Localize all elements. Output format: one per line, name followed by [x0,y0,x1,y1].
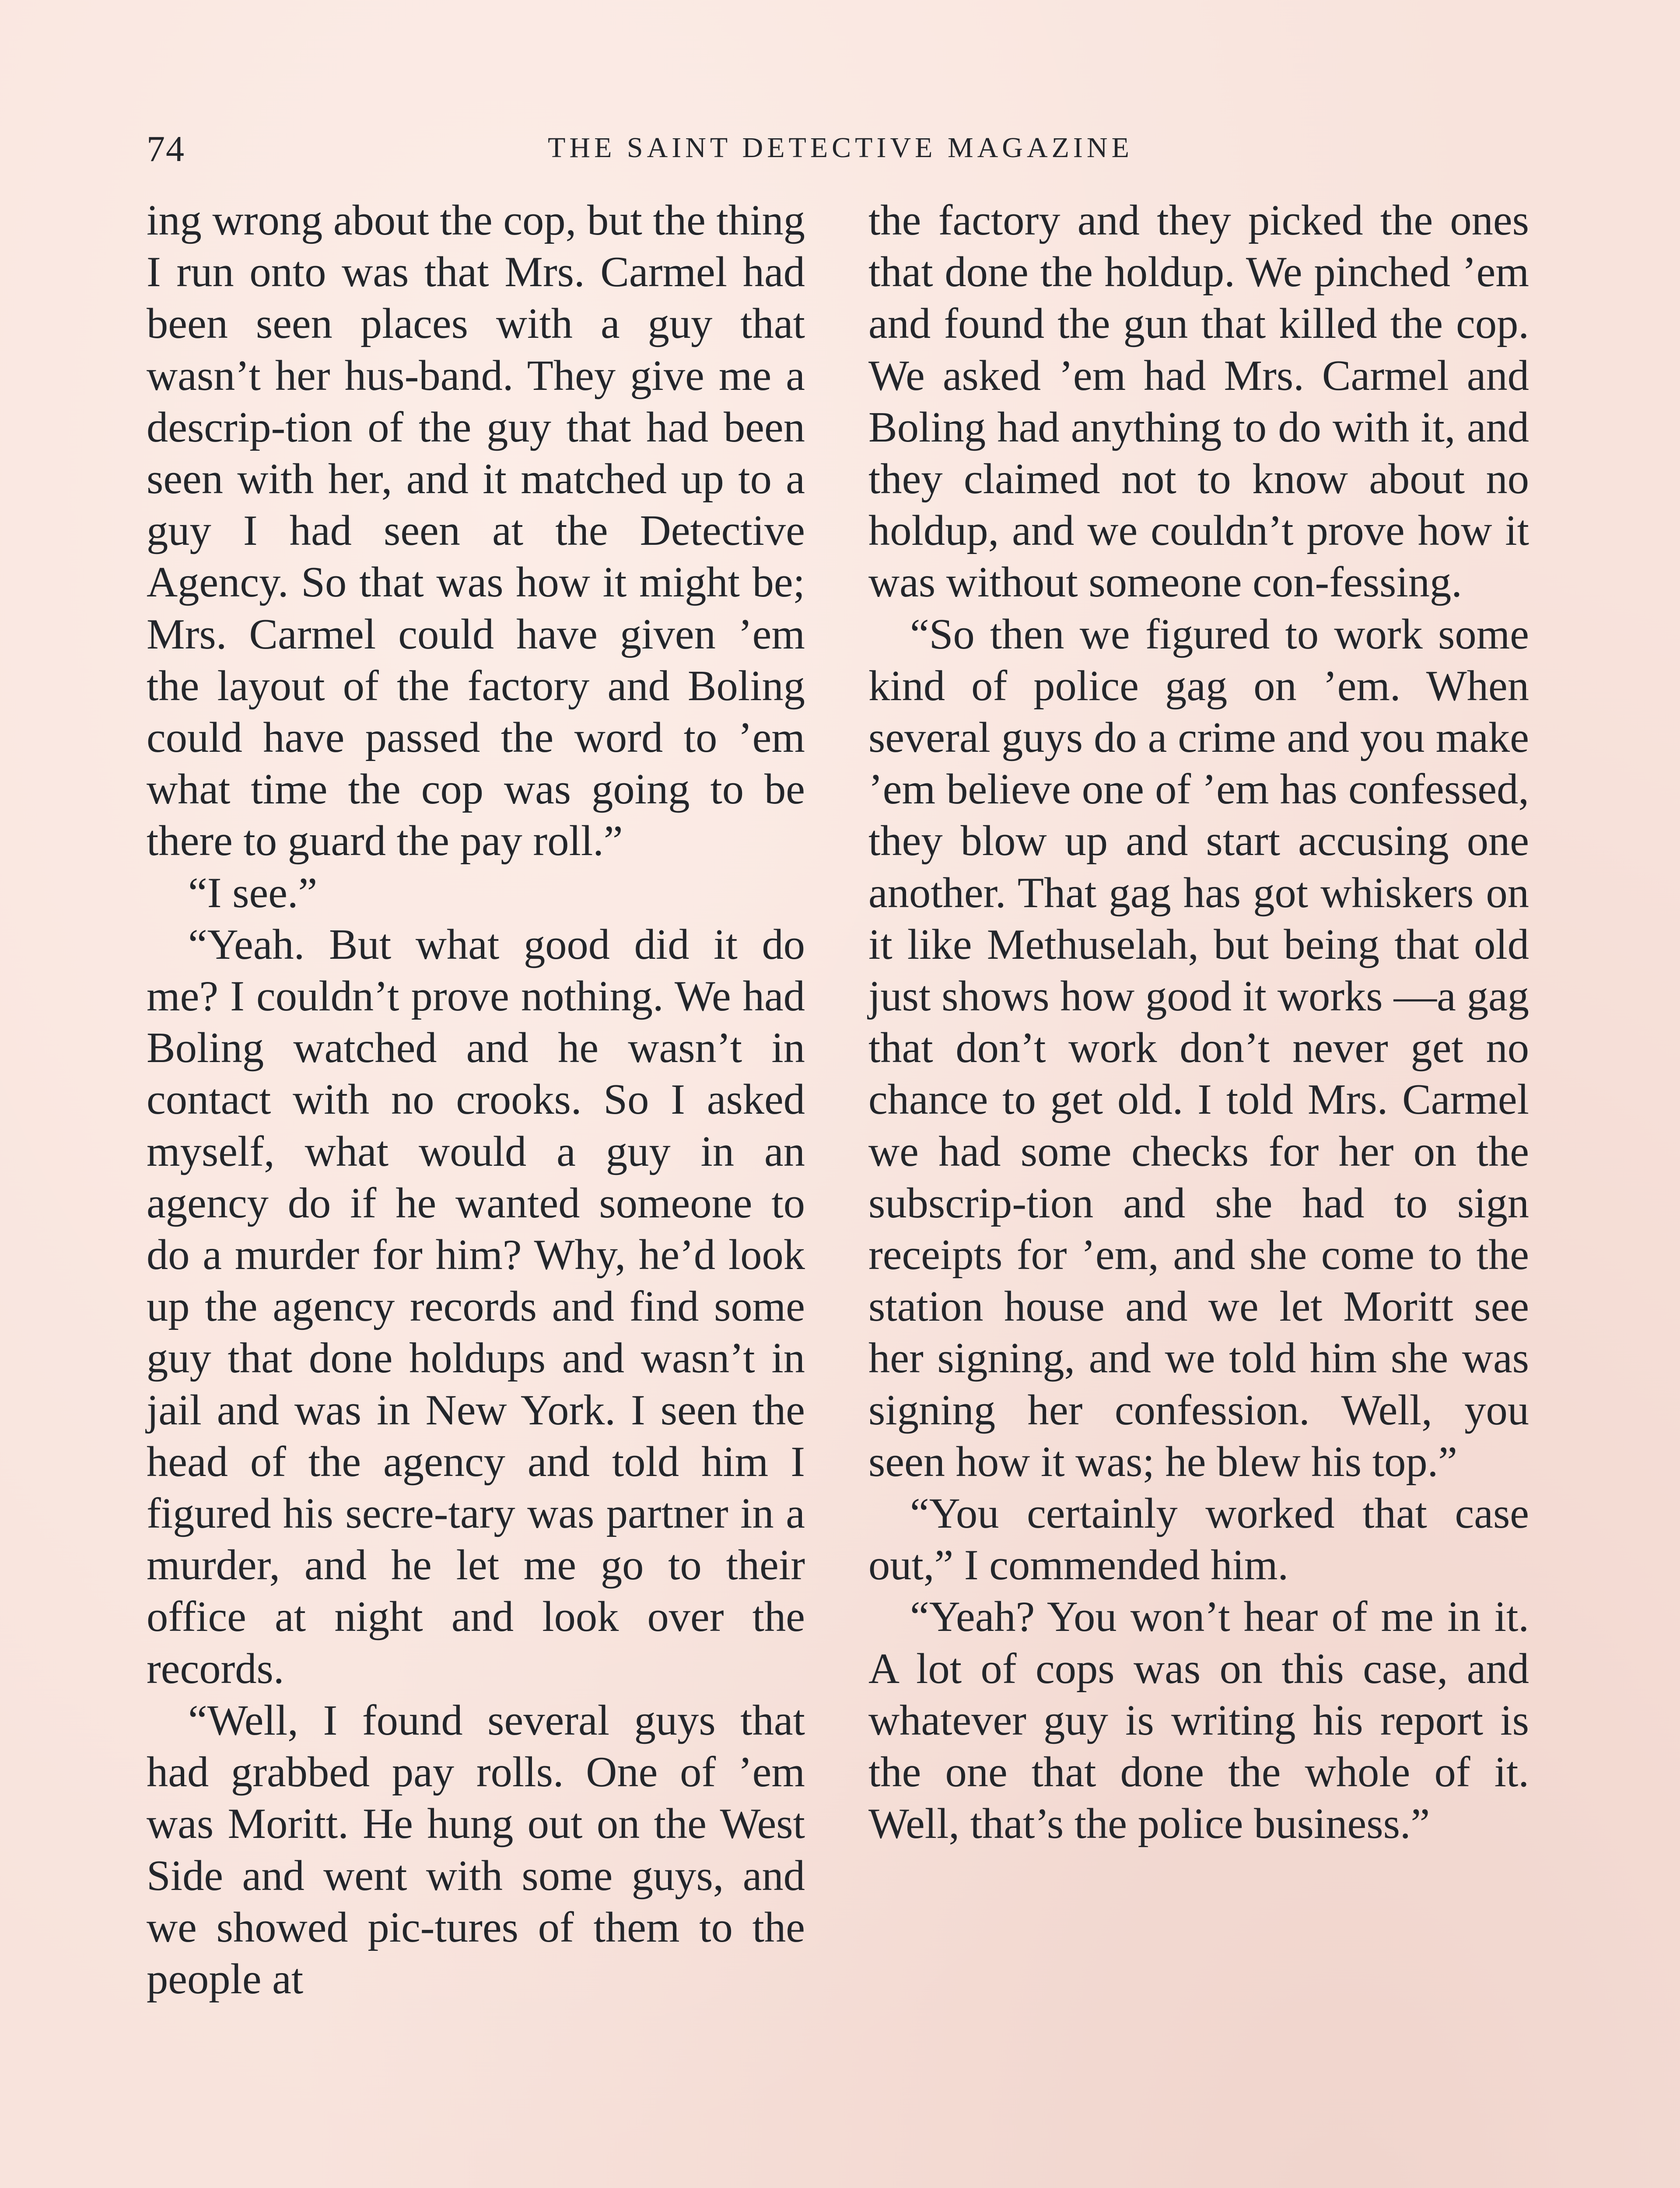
right-paragraph-4: “Yeah? You won’t hear of me in it. A lot of cops was on this case, and whatever guy is writing his report is the one that done the whole of it. Well, that’s the police business.” [868,1593,1529,1848]
left-paragraph-2: “I see.” [188,869,318,917]
right-column [868,195,1529,1850]
left-column [147,195,805,2005]
left-paragraph-1: ing wrong about the cop, but the thing I run onto was that Mrs. Carmel had been seen places with a guy that wasn’t her hus-band. They give me a descrip-tion of the guy that had been seen with her, and it matched up to a guy I had seen at the Detective Agency. So that was how it might be; Mrs. Carmel could have given ’em the layout of the factory and Boling could have passed the word to ’em what time the cop was going to be there to guard the pay roll.” [147,196,805,865]
left-paragraph-3: “Yeah. But what good did it do me? I couldn’t prove nothing. We had Boling watched and he wasn’t in contact with no crooks. So I asked myself, what would a guy in an agency do if he wanted someone to do a murder for him? Why, he’d look up the agency records and find some guy that done holdups and wasn’t in jail and was in New York. I seen the head of the agency and told him I figured his secre-tary was partner in a murder, and he let me go to their office at night and look over the records. [147,920,805,1693]
left-paragraph-4: “Well, I found several guys that had grabbed pay rolls. One of ’em was Moritt. He hung out on the West Side and went with some guys, and we showed pic-tures of them to the people at [147,1696,805,2003]
running-head: THE SAINT DETECTIVE MAGAZINE [548,132,1133,164]
page-header [147,128,1534,180]
page-number: 74 [147,129,185,169]
right-paragraph-3: “You certainly worked that case out,” I commended him. [868,1490,1529,1589]
right-paragraph-1: the factory and they picked the ones that done the holdup. We pinched ’em and found the gun that killed the cop. We asked ’em had Mrs. Carmel and Boling had anything to do with it, and they claimed not to know about no holdup, and we couldn’t prove how it was without someone con-fessing. [868,196,1529,607]
right-paragraph-2: “So then we figured to work some kind of police gag on ’em. When several guys do a crime and you make ’em believe one of ’em has confessed, they blow up and start accusing one another. That gag has got whiskers on it like Methuselah, but being that old just shows how good it works —a gag that don’t work don’t never get no chance to get old. I told Mrs. Carmel we had some checks for her on the subscrip-tion and she had to sign receipts for ’em, and she come to the station house and we let Moritt see her signing, and we told him she was signing her confession. Well, you seen how it was; he blew his top.” [868,610,1529,1486]
